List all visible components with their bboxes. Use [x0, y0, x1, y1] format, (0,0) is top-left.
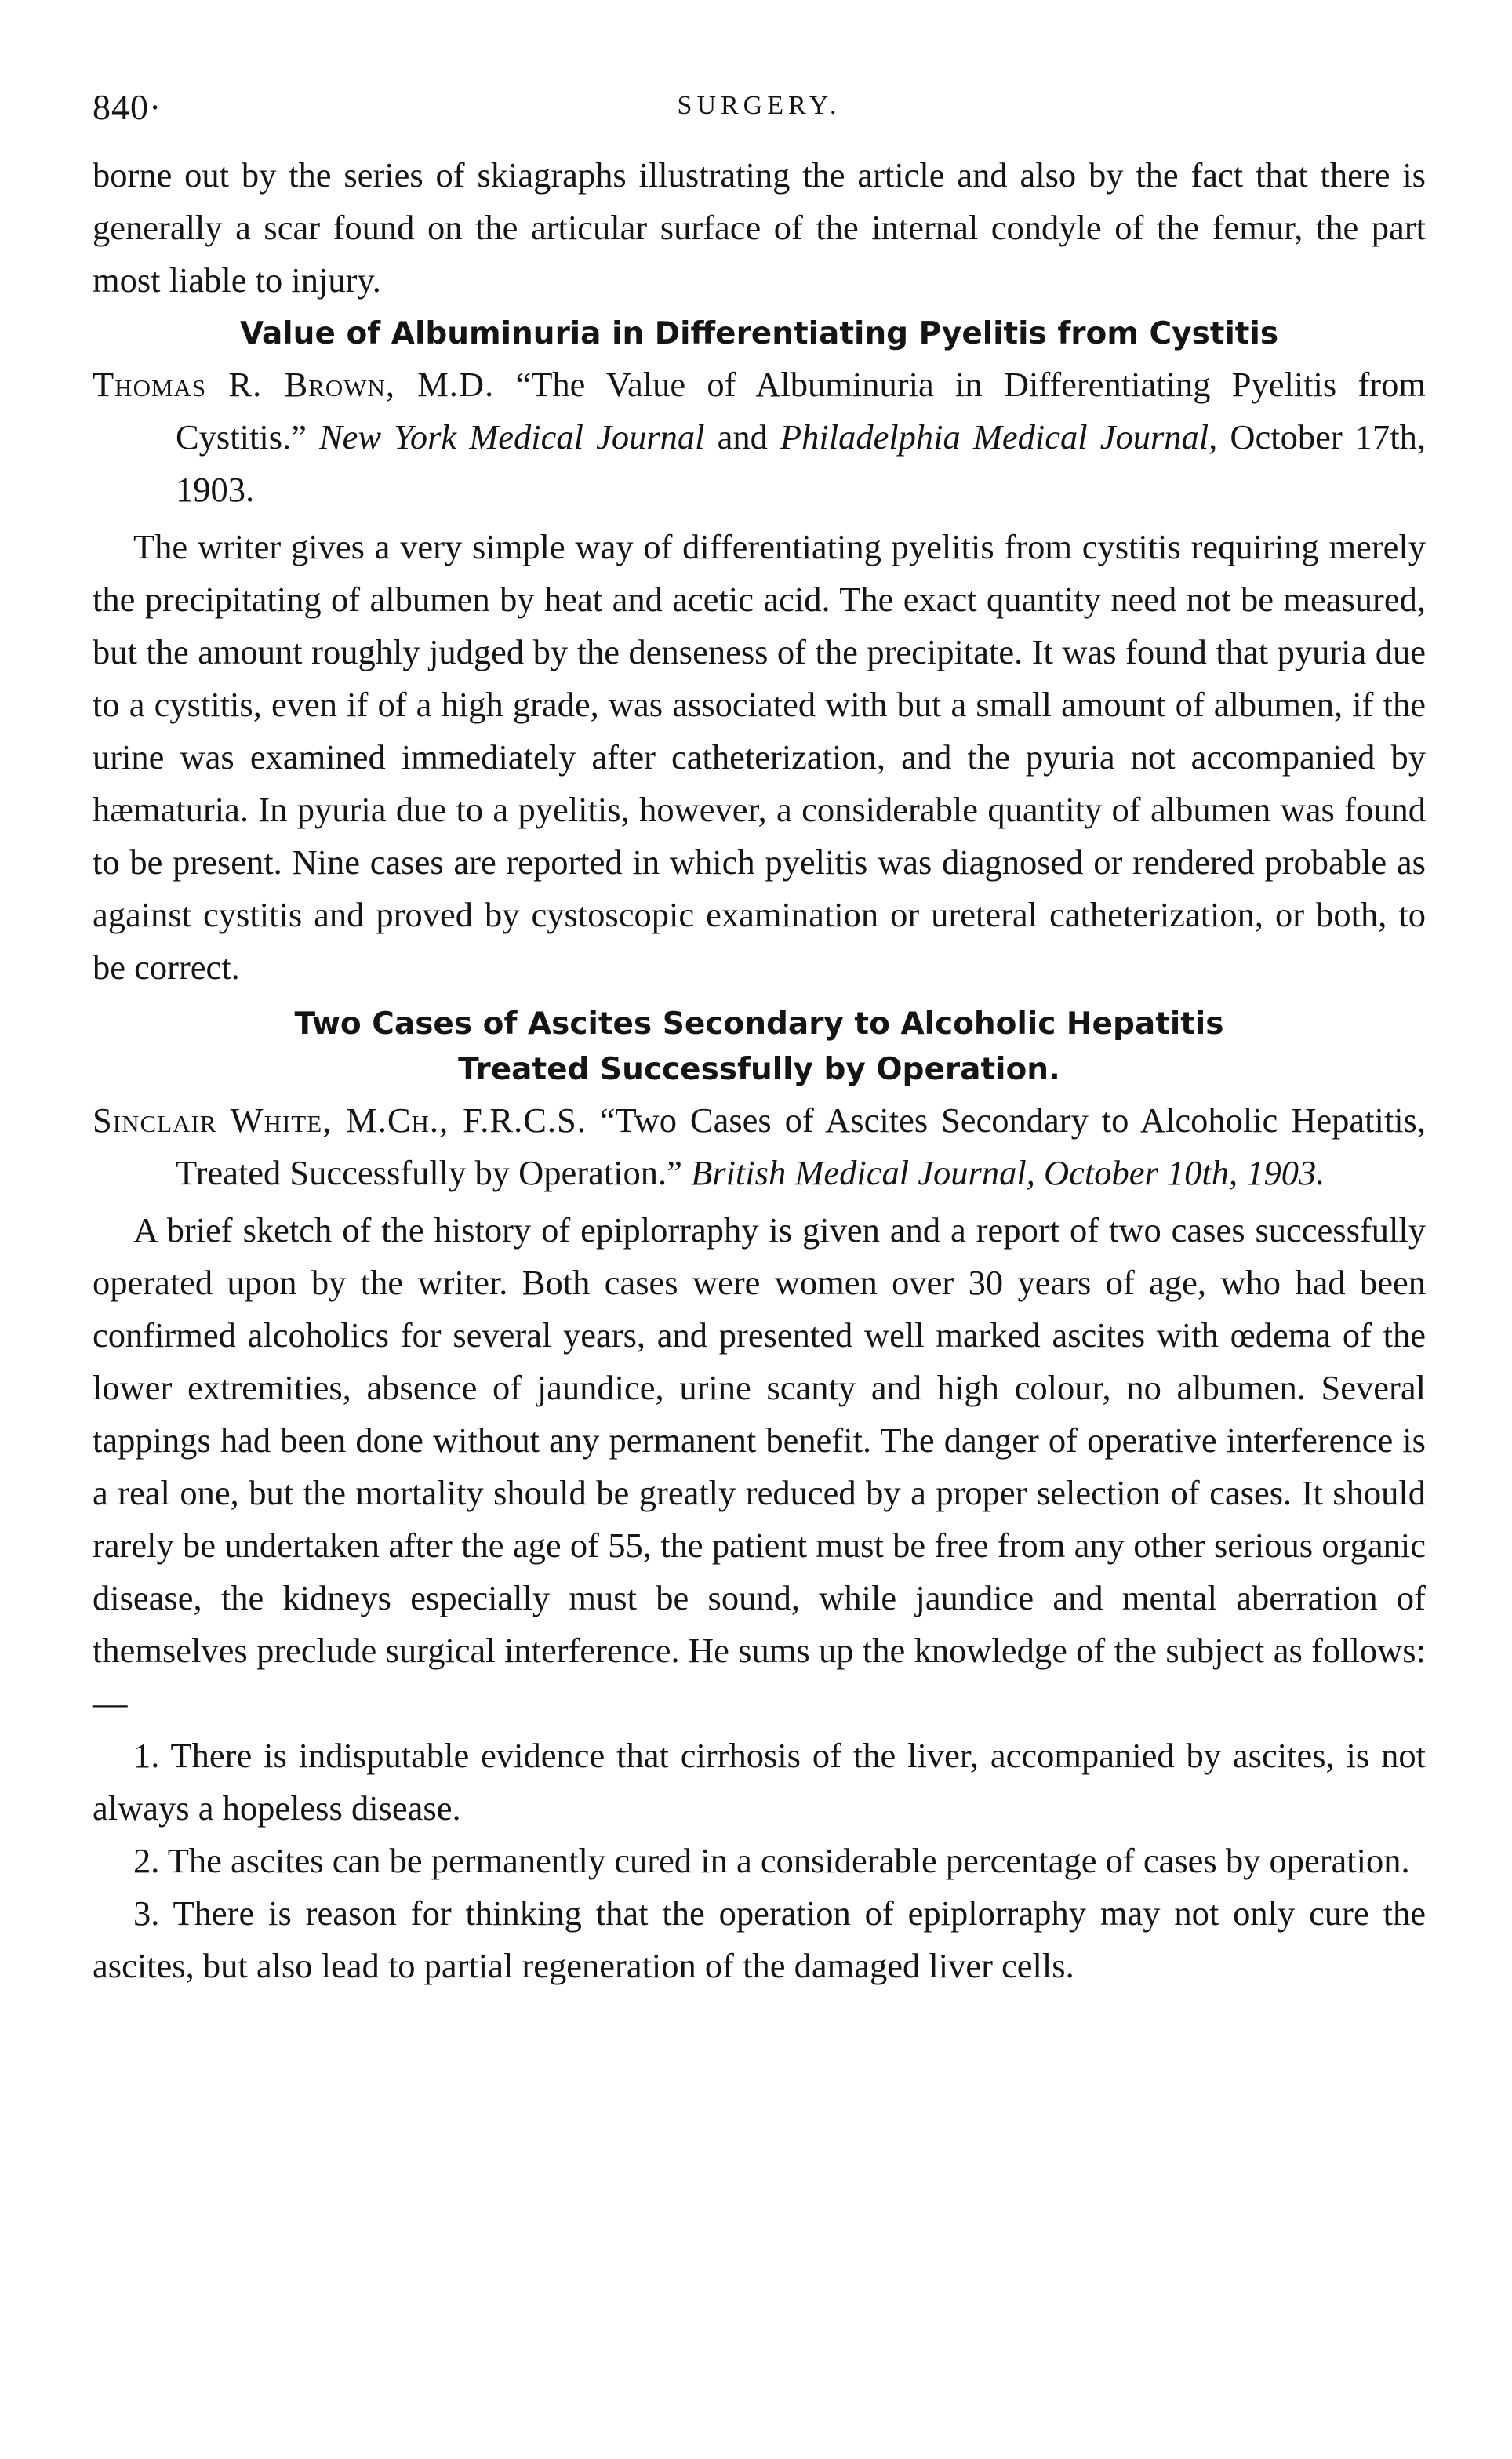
reference-brown	[93, 358, 1426, 516]
section-heading-ascites	[93, 1002, 1426, 1093]
running-head	[93, 86, 1426, 149]
numbered-point-3: 3. There is reason for thinking that the operation of epiplorraphy may not only cure the ascites, but also lead to partial regeneration of the damaged liver cells.	[93, 1893, 1426, 1985]
numbered-point-1: 1. There is indisputable evidence that cirrhosis of the liver, accompanied by ascites, is not always a hopeless disease.	[93, 1736, 1426, 1828]
reference-journal: British Medical Journal, October 10th, 1903.	[691, 1153, 1325, 1192]
reference-title: “The Value of Albuminuria in Differentiating Pyelitis from Cystitis.”	[176, 365, 1426, 457]
reference-and: and	[704, 417, 780, 457]
reference-journal: New York Medical Journal	[318, 417, 705, 457]
reference-title: “Two Cases of Ascites Secondary to Alcoholic Hepatitis, Treated Successfully by Operation.”	[176, 1100, 1426, 1192]
reference-author: Sinclair White, M.Ch., F.R.C.S.	[93, 1100, 587, 1140]
reference-white	[93, 1094, 1426, 1199]
reference-date: October 17th, 1903.	[176, 417, 1426, 509]
reference-author: Thomas R. Brown, M.D.	[93, 365, 495, 404]
numbered-point-2: 2. The ascites can be permanently cured in a considerable percentage of cases by operation.	[133, 1841, 1410, 1880]
abstract-albuminuria: The writer gives a very simple way of differentiating pyelitis from cystitis requiring merely the precipitating of albumen by heat and acetic acid. The exact quantity need not be measured, but the amount roughly judged by the denseness of the precipitate. It was found that pyuria due to a cystitis, even if of a high grade, was associated with but a small amount of albumen, if the urine was examined immediately after catheterization, and the pyuria not accompanied by hæmaturia. In pyuria due to a pyelitis, however, a considerable quantity of albumen was found to be present. Nine cases are reported in which pyelitis was diagnosed or rendered probable as against cystitis and proved by cystoscopic examination or ureteral catheterization, or both, to be correct.	[93, 527, 1426, 987]
page-number: 840·	[93, 87, 162, 127]
abstract-ascites: A brief sketch of the history of epiplorraphy is given and a report of two cases successfully operated upon by the writer. Both cases were women over 30 years of age, who had been confirmed alcoholics for several years, and presented well marked ascites with œdema of the lower extremities, absence of jaundice, urine scanty and high colour, no albumen. Several tappings had been done without any permanent benefit. The danger of operative interference is a real one, but the mortality should be greatly reduced by a proper selection of cases. It should rarely be undertaken after the age of 55, the patient must be free from any other serious organic disease, the kidneys especially must be sound, while jaundice and mental aberration of themselves preclude surgical interference. He sums up the knowledge of the subject as follows:—	[93, 1210, 1426, 1722]
section-heading-line-2: Treated Successfully by Operation.	[458, 1052, 1060, 1087]
continued-paragraph: borne out by the series of skiagraphs illustrating the article and also by the fact that there is generally a scar found on the articular surface of the internal condyle of the femur, the part most liable to injury.	[93, 155, 1426, 300]
running-title: SURGERY.	[677, 91, 841, 120]
section-heading-albuminuria: Value of Albuminuria in Differentiating Pyelitis from Cystitis	[239, 316, 1279, 351]
reference-journal-2: Philadelphia Medical Journal,	[780, 417, 1218, 457]
section-heading-line-1: Two Cases of Ascites Secondary to Alcoholic Hepatitis	[294, 1006, 1224, 1042]
book-page	[93, 86, 1426, 1992]
